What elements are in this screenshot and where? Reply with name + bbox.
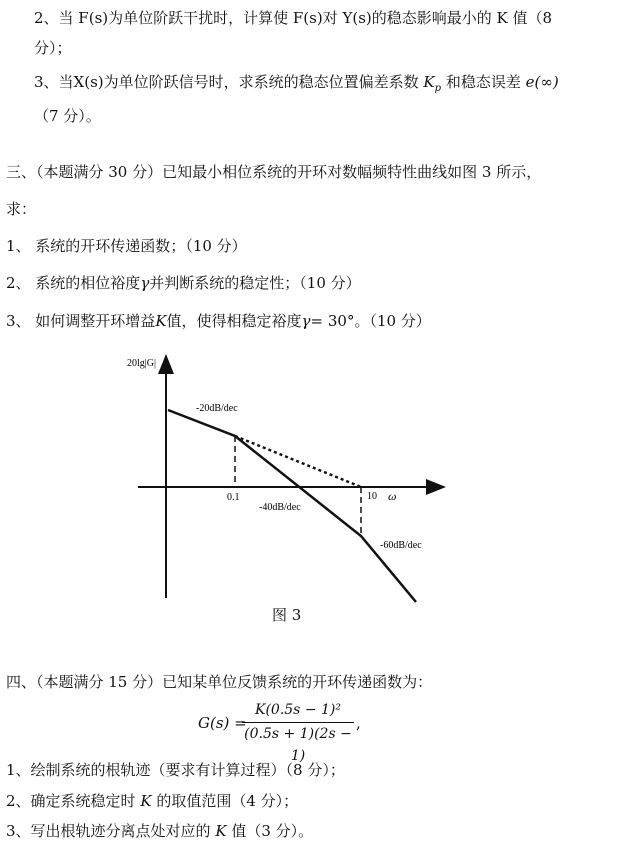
tick-label-01: 0.1 <box>227 492 240 503</box>
gamma-symbol-2: γ <box>301 312 311 330</box>
tick-label-10: 10 <box>367 491 377 502</box>
k-symbol-q4-2: K <box>215 822 227 840</box>
kp-symbol: $K_p$ <box>423 73 442 94</box>
slope-label-60: -60dB/dec <box>380 540 422 551</box>
k-symbol: K <box>155 312 167 330</box>
dashed-extension-line <box>235 436 361 487</box>
q3-item1: 1、 系统的开环传递函数；（10 分） <box>6 237 247 255</box>
e-inf-symbol: e(∞) <box>525 73 559 91</box>
q4-header: 四、（本题满分 15 分）已知某单位反馈系统的开环传递函数为： <box>6 673 433 691</box>
k-symbol-q4: K <box>140 792 152 810</box>
q4-item2: 2、确定系统稳定时 K 的取值范围（4 分）； <box>6 792 299 810</box>
formula-lhs: G(s) = <box>198 714 247 732</box>
q2-item3-line2: （7 分）。 <box>34 107 101 125</box>
q4-item3: 3、写出根轨迹分离点处对应的 K 值（3 分）。 <box>6 822 314 840</box>
q2-item3-line1 <box>34 72 559 99</box>
q2-item2-line2: 分）； <box>34 39 72 57</box>
q2-item2-line1: 2、当 F(s)为单位阶跃干扰时，计算使 F(s)对 Y(s)的稳态影响最小的 K 值（8 <box>34 9 553 27</box>
q3-header-line1: 三、（本题满分 30 分）已知最小相位系统的开环对数幅频特性曲线如图 3 所示， <box>6 163 542 181</box>
q2-item3-text: 3、当X(s)为单位阶跃信号时，求系统的稳态位置偏差系数 <box>34 73 419 91</box>
q4-item1: 1、绘制系统的根轨迹（要求有计算过程）（8 分）； <box>6 761 345 779</box>
q3-item3: 3、 如何调整开环增益K值，使得相稳定裕度γ= 30°。（10 分） <box>6 312 431 330</box>
q2-item3-mid: 和稳态误差 <box>445 73 521 91</box>
q3-header-line2: 求： <box>6 200 37 218</box>
q3-item2: 2、 系统的相位裕度γ并判断系统的稳定性；（10 分） <box>6 274 361 292</box>
omega-label: ω <box>388 489 397 503</box>
formula-trailing-comma: , <box>356 714 361 732</box>
formula-fraction <box>242 700 354 767</box>
formula-denominator: (0.5s + 1)(2s − 1) <box>244 726 352 764</box>
y-axis-label: 20lg|G| <box>127 358 157 369</box>
formula-numerator: K(0.5s − 1)² <box>242 700 354 723</box>
slope-label-40: -40dB/dec <box>259 502 301 513</box>
bode-magnitude-figure <box>118 348 458 604</box>
gamma-symbol: γ <box>140 274 150 292</box>
slope-label-20: -20dB/dec <box>196 403 238 414</box>
figure-caption: 图 3 <box>272 606 302 624</box>
